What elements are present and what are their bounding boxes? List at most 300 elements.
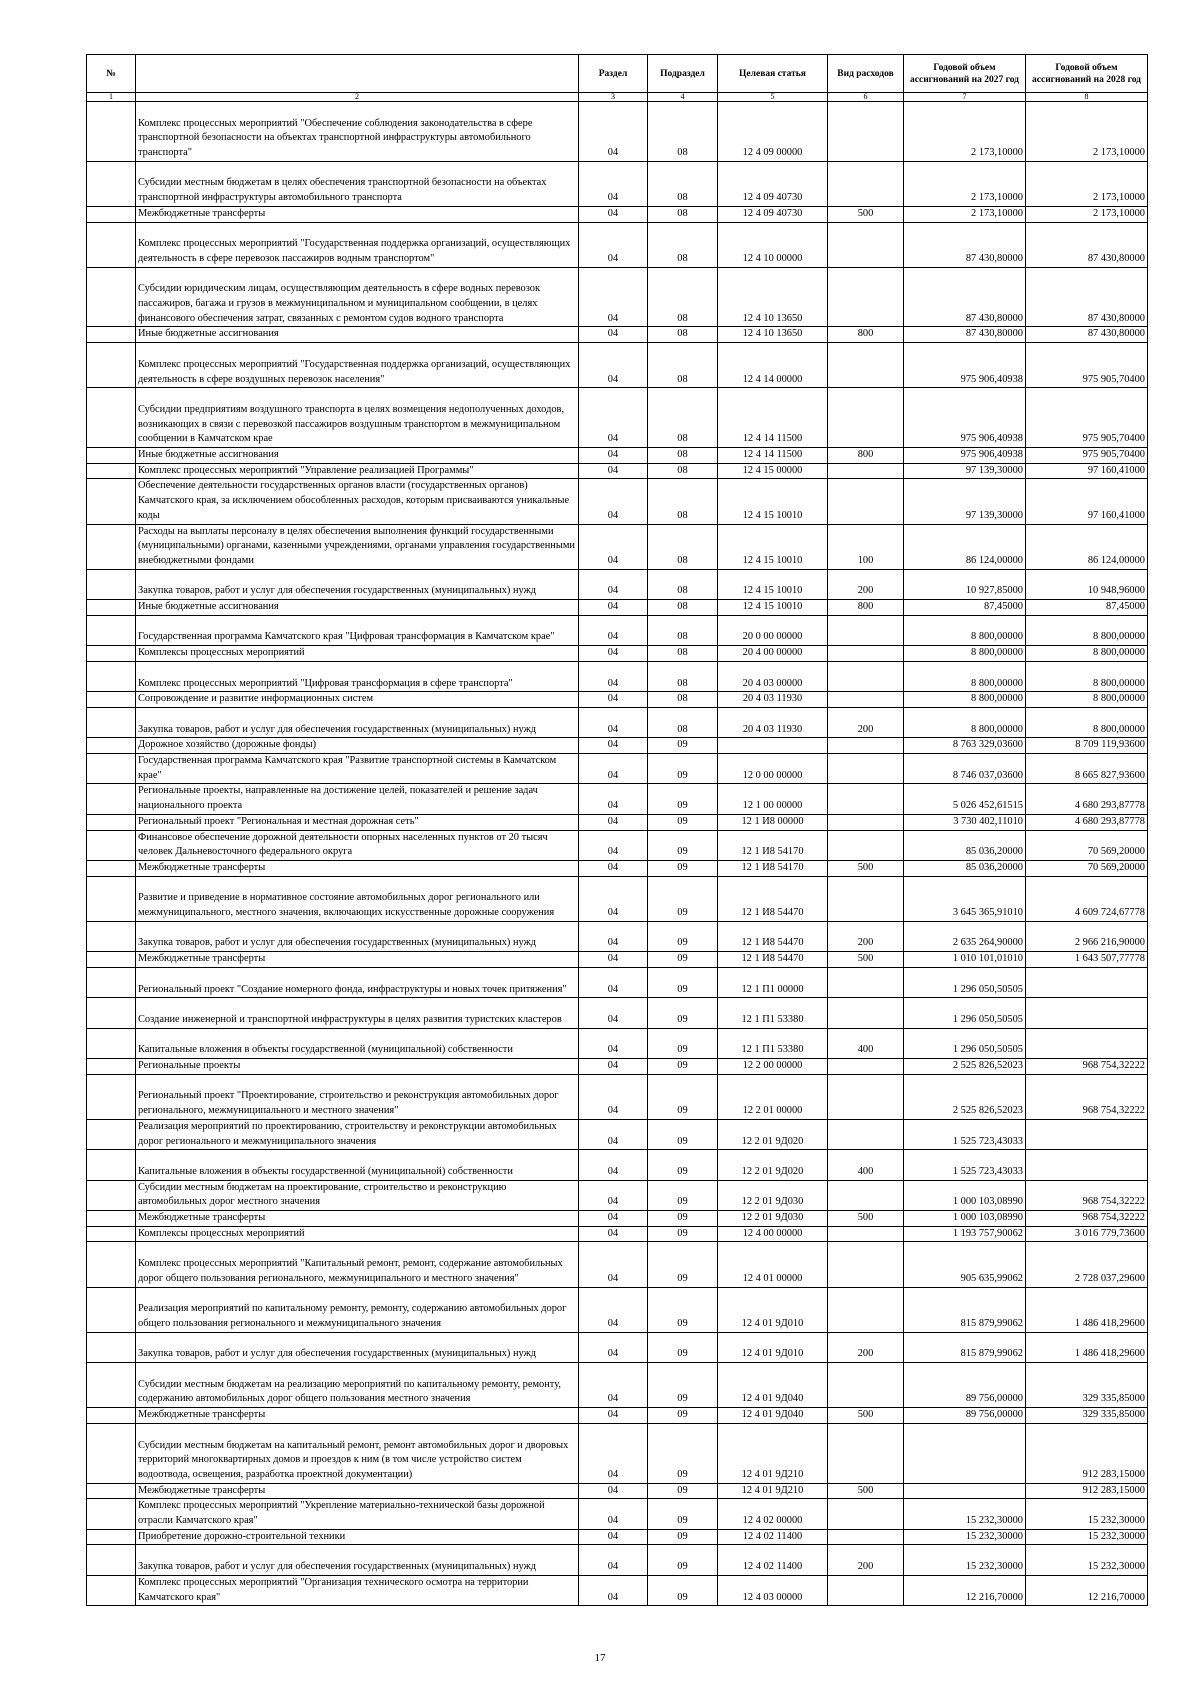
target-article-cell: 12 1 П1 00000 [718,967,828,997]
table-row [87,692,1148,708]
allocation-2027-cell: 97 139,30000 [904,463,1026,479]
row-number [87,388,136,448]
allocation-2028-cell [1026,1028,1148,1058]
row-name: Государственная программа Камчатского края "Цифровая трансформация в Камчатском крае" [136,615,579,645]
podrazdel-cell: 09 [648,784,718,814]
razdel-cell: 04 [579,692,648,708]
target-article-cell: 12 4 01 9Д010 [718,1332,828,1362]
allocation-2028-cell: 87,45000 [1026,600,1148,616]
target-article-cell: 12 4 01 9Д210 [718,1423,828,1483]
podrazdel-cell: 08 [648,222,718,267]
expense-type-cell: 500 [828,1483,904,1499]
expense-type-cell [828,1363,904,1408]
expense-type-cell: 800 [828,327,904,343]
row-name: Развитие и приведение в нормативное состояние автомобильных дорог регионального или межмуниципального, местного значения, включающих искусственные дорожные сооружения [136,876,579,921]
expense-type-cell [828,692,904,708]
razdel-cell: 04 [579,524,648,569]
row-name: Закупка товаров, работ и услуг для обеспечения государственных (муниципальных) нужд [136,1332,579,1362]
row-name: Расходы на выплаты персоналу в целях обеспечения выполнения функций государственными (муниципальными) органами, казенными учреждениями, органами управления государственными внебюджетными фондами [136,524,579,569]
target-article-cell: 12 4 10 00000 [718,222,828,267]
allocation-2028-cell: 2 173,10000 [1026,102,1148,162]
table-row [87,738,1148,754]
expense-type-cell: 200 [828,707,904,737]
header-target-article: Целевая статья [718,55,828,93]
allocation-2027-cell: 2 525 826,52023 [904,1074,1026,1119]
target-article-cell: 12 4 10 13650 [718,267,828,327]
razdel-cell: 04 [579,1545,648,1575]
allocation-2027-cell: 975 906,40938 [904,388,1026,448]
expense-type-cell [828,1529,904,1545]
row-name: Обеспечение деятельности государственных органов власти (государственных органов) Камчатского края, за исключением обособленных расходов, которым присваиваются уникальные коды [136,479,579,524]
podrazdel-cell: 08 [648,448,718,464]
expense-type-cell [828,1287,904,1332]
row-name: Закупка товаров, работ и услуг для обеспечения государственных (муниципальных) нужд [136,921,579,951]
podrazdel-cell: 08 [648,102,718,162]
table-row [87,388,1148,448]
expense-type-cell [828,1059,904,1075]
allocation-2028-cell: 968 754,32222 [1026,1074,1148,1119]
allocation-2028-cell: 97 160,41000 [1026,463,1148,479]
allocation-2027-cell [904,1483,1026,1499]
expense-type-cell [828,1074,904,1119]
allocation-2028-cell: 12 216,70000 [1026,1575,1148,1605]
podrazdel-cell: 09 [648,738,718,754]
razdel-cell: 04 [579,1180,648,1210]
row-number [87,1059,136,1075]
razdel-cell: 04 [579,707,648,737]
row-name: Государственная программа Камчатского края "Развитие транспортной системы в Камчатском крае" [136,754,579,784]
podrazdel-cell: 09 [648,921,718,951]
allocation-2027-cell: 2 173,10000 [904,102,1026,162]
header-name [136,55,579,93]
razdel-cell: 04 [579,102,648,162]
allocation-2028-cell: 15 232,30000 [1026,1545,1148,1575]
row-number [87,524,136,569]
table-row [87,967,1148,997]
podrazdel-cell: 09 [648,1483,718,1499]
allocation-2027-cell: 2 525 826,52023 [904,1059,1026,1075]
razdel-cell: 04 [579,1287,648,1332]
target-article-cell: 12 4 01 9Д010 [718,1287,828,1332]
expense-type-cell: 100 [828,524,904,569]
row-number [87,707,136,737]
allocation-2028-cell: 87 430,80000 [1026,267,1148,327]
row-name: Межбюджетные трансферты [136,206,579,222]
razdel-cell: 04 [579,1363,648,1408]
razdel-cell: 04 [579,1028,648,1058]
table-row [87,952,1148,968]
allocation-2027-cell: 2 635 264,90000 [904,921,1026,951]
budget-table [86,54,1148,1606]
row-number [87,998,136,1028]
expense-type-cell [828,814,904,830]
allocation-2027-cell: 87 430,80000 [904,327,1026,343]
allocation-2028-cell: 87 430,80000 [1026,327,1148,343]
row-number [87,692,136,708]
podrazdel-cell: 08 [648,661,718,691]
row-number [87,1211,136,1227]
table-row [87,1028,1148,1058]
row-number [87,1028,136,1058]
podrazdel-cell: 09 [648,1408,718,1424]
allocation-2028-cell: 4 609 724,67778 [1026,876,1148,921]
column-number: 7 [904,93,1026,102]
table-row [87,1575,1148,1605]
razdel-cell: 04 [579,161,648,206]
allocation-2027-cell: 905 635,99062 [904,1242,1026,1287]
allocation-2028-cell: 4 680 293,87778 [1026,784,1148,814]
podrazdel-cell: 08 [648,161,718,206]
expense-type-cell [828,830,904,860]
razdel-cell: 04 [579,569,648,599]
allocation-2027-cell: 87 430,80000 [904,222,1026,267]
expense-type-cell [828,1499,904,1529]
row-name: Региональный проект "Проектирование, строительство и реконструкция автомобильных дорог регионального, межмуниципального и местного значения" [136,1074,579,1119]
expense-type-cell: 800 [828,448,904,464]
allocation-2027-cell: 1 525 723,43033 [904,1150,1026,1180]
table-row [87,463,1148,479]
target-article-cell: 12 4 02 00000 [718,1499,828,1529]
expense-type-cell [828,967,904,997]
row-name: Комплекс процессных мероприятий "Государственная поддержка организаций, осуществляющих деятельность в сфере воздушных перевозок населения" [136,343,579,388]
row-name: Субсидии юридическим лицам, осуществляющим деятельность в сфере водных перевозок пассажиров, багажа и грузов в межмуниципальном и муниципальном сообщении, в целях финансового обеспечения затрат, связанных с ремонтом судов водного транспорта [136,267,579,327]
razdel-cell: 04 [579,479,648,524]
razdel-cell: 04 [579,388,648,448]
allocation-2028-cell: 968 754,32222 [1026,1059,1148,1075]
allocation-2027-cell: 1 010 101,01010 [904,952,1026,968]
expense-type-cell [828,754,904,784]
allocation-2028-cell: 8 800,00000 [1026,707,1148,737]
allocation-2027-cell: 87 430,80000 [904,267,1026,327]
expense-type-cell [828,646,904,662]
target-article-cell: 12 4 15 10010 [718,569,828,599]
razdel-cell: 04 [579,1408,648,1424]
table-row [87,1363,1148,1408]
allocation-2028-cell: 2 966 216,90000 [1026,921,1148,951]
podrazdel-cell: 09 [648,1074,718,1119]
podrazdel-cell: 09 [648,876,718,921]
row-number [87,463,136,479]
podrazdel-cell: 08 [648,646,718,662]
allocation-2028-cell [1026,998,1148,1028]
header-expense-type: Вид расходов [828,55,904,93]
podrazdel-cell: 09 [648,952,718,968]
expense-type-cell: 200 [828,569,904,599]
target-article-cell: 20 4 03 11930 [718,707,828,737]
allocation-2028-cell: 1 643 507,77778 [1026,952,1148,968]
razdel-cell: 04 [579,921,648,951]
allocation-2027-cell: 89 756,00000 [904,1363,1026,1408]
target-article-cell: 12 4 15 10010 [718,524,828,569]
row-name: Комплекс процессных мероприятий "Обеспечение соблюдения законодательства в сфере транспортной безопасности на объектах транспортной инфраструктуры автомобильного транспорта" [136,102,579,162]
row-number [87,448,136,464]
razdel-cell: 04 [579,1423,648,1483]
row-name: Субсидии местным бюджетам на проектирование, строительство и реконструкцию автомобильных дорог местного значения [136,1180,579,1210]
allocation-2028-cell: 8 800,00000 [1026,615,1148,645]
podrazdel-cell: 09 [648,1150,718,1180]
allocation-2027-cell: 8 800,00000 [904,692,1026,708]
allocation-2028-cell: 15 232,30000 [1026,1529,1148,1545]
target-article-cell: 12 4 15 00000 [718,463,828,479]
allocation-2028-cell: 8 800,00000 [1026,692,1148,708]
column-number: 1 [87,93,136,102]
row-name: Комплекс процессных мероприятий "Управление реализацией Программы" [136,463,579,479]
expense-type-cell [828,267,904,327]
row-name: Дорожное хозяйство (дорожные фонды) [136,738,579,754]
row-name: Комплексы процессных мероприятий [136,1226,579,1242]
razdel-cell: 04 [579,1483,648,1499]
table-row [87,524,1148,569]
target-article-cell: 12 4 01 9Д040 [718,1363,828,1408]
target-article-cell: 12 4 14 11500 [718,448,828,464]
target-article-cell: 12 4 10 13650 [718,327,828,343]
table-row [87,222,1148,267]
row-number [87,267,136,327]
allocation-2028-cell [1026,967,1148,997]
razdel-cell: 04 [579,448,648,464]
expense-type-cell [828,1180,904,1210]
razdel-cell: 04 [579,1529,648,1545]
razdel-cell: 04 [579,1059,648,1075]
allocation-2028-cell: 3 016 779,73600 [1026,1226,1148,1242]
row-name: Межбюджетные трансферты [136,952,579,968]
target-article-cell: 12 4 15 10010 [718,479,828,524]
razdel-cell: 04 [579,206,648,222]
target-article-cell: 12 2 01 9Д030 [718,1180,828,1210]
razdel-cell: 04 [579,615,648,645]
podrazdel-cell: 09 [648,1545,718,1575]
razdel-cell: 04 [579,998,648,1028]
razdel-cell: 04 [579,1119,648,1149]
row-name: Финансовое обеспечение дорожной деятельности опорных населенных пунктов от 20 тысяч человек Дальневосточного федерального округа [136,830,579,860]
allocation-2027-cell: 85 036,20000 [904,830,1026,860]
row-name: Закупка товаров, работ и услуг для обеспечения государственных (муниципальных) нужд [136,1545,579,1575]
allocation-2028-cell: 70 569,20000 [1026,830,1148,860]
row-number [87,754,136,784]
allocation-2027-cell: 10 927,85000 [904,569,1026,599]
target-article-cell: 12 2 01 9Д020 [718,1150,828,1180]
allocation-2027-cell: 975 906,40938 [904,343,1026,388]
expense-type-cell [828,998,904,1028]
column-number: 4 [648,93,718,102]
podrazdel-cell: 08 [648,707,718,737]
row-number [87,1226,136,1242]
row-name: Комплекс процессных мероприятий "Укрепление материально-технической базы дорожной отрасли Камчатского края" [136,1499,579,1529]
target-article-cell: 12 2 01 9Д030 [718,1211,828,1227]
page-number: 17 [594,1652,606,1664]
table-row [87,830,1148,860]
expense-type-cell: 500 [828,1408,904,1424]
expense-type-cell [828,463,904,479]
table-row [87,1499,1148,1529]
table-row [87,1119,1148,1149]
expense-type-cell: 500 [828,1211,904,1227]
row-name: Закупка товаров, работ и услуг для обеспечения государственных (муниципальных) нужд [136,707,579,737]
row-name: Капитальные вложения в объекты государственной (муниципальной) собственности [136,1150,579,1180]
allocation-2028-cell: 70 569,20000 [1026,861,1148,877]
table-row [87,1074,1148,1119]
razdel-cell: 04 [579,1150,648,1180]
row-number [87,661,136,691]
expense-type-cell [828,343,904,388]
target-article-cell: 12 4 09 00000 [718,102,828,162]
expense-type-cell [828,1226,904,1242]
allocation-2027-cell: 1 193 757,90062 [904,1226,1026,1242]
target-article-cell: 20 0 00 00000 [718,615,828,645]
table-row [87,206,1148,222]
table-row [87,1423,1148,1483]
table-row [87,921,1148,951]
podrazdel-cell: 08 [648,388,718,448]
table-row [87,1545,1148,1575]
podrazdel-cell: 09 [648,1028,718,1058]
row-name: Сопровождение и развитие информационных систем [136,692,579,708]
row-number [87,1529,136,1545]
expense-type-cell: 400 [828,1150,904,1180]
target-article-cell: 12 4 14 11500 [718,388,828,448]
target-article-cell: 12 4 09 40730 [718,206,828,222]
row-number [87,830,136,860]
table-row [87,161,1148,206]
allocation-2027-cell: 8 746 037,03600 [904,754,1026,784]
podrazdel-cell: 09 [648,814,718,830]
row-name: Субсидии местным бюджетам на капитальный ремонт, ремонт автомобильных дорог и дворовых территорий многоквартирных домов и проездов к ним (в том числе устройство систем водоотвода, освещения, разработка проектной документации) [136,1423,579,1483]
podrazdel-cell: 09 [648,967,718,997]
razdel-cell: 04 [579,1211,648,1227]
expense-type-cell [828,388,904,448]
header-allocation-2028: Годовой объем ассигнований на 2028 год [1026,55,1148,93]
table-row [87,1226,1148,1242]
expense-type-cell [828,161,904,206]
allocation-2028-cell: 975 905,70400 [1026,343,1148,388]
podrazdel-cell: 09 [648,861,718,877]
razdel-cell: 04 [579,343,648,388]
allocation-2028-cell: 912 283,15000 [1026,1423,1148,1483]
row-name: Региональный проект "Региональная и местная дорожная сеть" [136,814,579,830]
allocation-2027-cell: 86 124,00000 [904,524,1026,569]
allocation-2028-cell: 975 905,70400 [1026,448,1148,464]
razdel-cell: 04 [579,1332,648,1362]
allocation-2027-cell: 89 756,00000 [904,1408,1026,1424]
podrazdel-cell: 08 [648,479,718,524]
expense-type-cell [828,876,904,921]
row-name: Комплекс процессных мероприятий "Цифровая трансформация в сфере транспорта" [136,661,579,691]
table-row [87,1529,1148,1545]
podrazdel-cell: 09 [648,1059,718,1075]
expense-type-cell: 500 [828,206,904,222]
allocation-2028-cell: 975 905,70400 [1026,388,1148,448]
target-article-cell: 12 1 И8 54470 [718,952,828,968]
header-allocation-2027: Годовой объем ассигнований на 2027 год [904,55,1026,93]
podrazdel-cell: 09 [648,1529,718,1545]
podrazdel-cell: 09 [648,830,718,860]
podrazdel-cell: 08 [648,615,718,645]
allocation-2027-cell: 1 525 723,43033 [904,1119,1026,1149]
allocation-2028-cell: 87 430,80000 [1026,222,1148,267]
table-row [87,102,1148,162]
allocation-2027-cell: 15 232,30000 [904,1529,1026,1545]
table-row [87,1211,1148,1227]
header-podrazdel: Подраздел [648,55,718,93]
allocation-2028-cell: 912 283,15000 [1026,1483,1148,1499]
table-row [87,998,1148,1028]
table-row [87,1408,1148,1424]
allocation-2027-cell: 3 645 365,91010 [904,876,1026,921]
target-article-cell: 12 0 00 00000 [718,754,828,784]
row-number [87,1545,136,1575]
podrazdel-cell: 09 [648,1575,718,1605]
row-name: Межбюджетные трансферты [136,861,579,877]
row-number [87,102,136,162]
row-number [87,876,136,921]
allocation-2027-cell: 8 763 329,03600 [904,738,1026,754]
column-number: 8 [1026,93,1148,102]
allocation-2028-cell: 15 232,30000 [1026,1499,1148,1529]
target-article-cell: 20 4 03 00000 [718,661,828,691]
table-row [87,661,1148,691]
row-number [87,646,136,662]
row-number [87,1408,136,1424]
expense-type-cell: 500 [828,952,904,968]
target-article-cell: 20 4 00 00000 [718,646,828,662]
row-number [87,343,136,388]
table-row [87,327,1148,343]
allocation-2027-cell: 8 800,00000 [904,615,1026,645]
razdel-cell: 04 [579,830,648,860]
razdel-cell: 04 [579,1575,648,1605]
row-number [87,1119,136,1149]
razdel-cell: 04 [579,738,648,754]
table-row [87,1059,1148,1075]
table-row [87,1483,1148,1499]
podrazdel-cell: 09 [648,1363,718,1408]
target-article-cell: 12 4 01 9Д210 [718,1483,828,1499]
expense-type-cell: 400 [828,1028,904,1058]
row-name: Иные бюджетные ассигнования [136,327,579,343]
allocation-2028-cell: 97 160,41000 [1026,479,1148,524]
row-name: Реализация мероприятий по капитальному ремонту, ремонту, содержанию автомобильных дорог общего пользования регионального и межмуниципального значения [136,1287,579,1332]
table-row [87,646,1148,662]
row-number [87,327,136,343]
row-name: Межбюджетные трансферты [136,1483,579,1499]
allocation-2028-cell: 86 124,00000 [1026,524,1148,569]
target-article-cell: 12 4 09 40730 [718,161,828,206]
row-number [87,222,136,267]
allocation-2027-cell: 1 000 103,08990 [904,1180,1026,1210]
row-name: Региональный проект "Создание номерного фонда, инфраструктуры и новых точек притяжения" [136,967,579,997]
allocation-2027-cell: 1 296 050,50505 [904,1028,1026,1058]
allocation-2028-cell: 968 754,32222 [1026,1180,1148,1210]
allocation-2027-cell: 8 800,00000 [904,661,1026,691]
row-number [87,1074,136,1119]
row-name: Субсидии предприятиям воздушного транспорта в целях возмещения недополученных доходов, возникающих в связи с перевозкой пассажиров воздушным транспортом в межмуниципальном сообщении в Камчатском крае [136,388,579,448]
row-name: Комплекс процессных мероприятий "Организация технического осмотра на территории Камчатского края" [136,1575,579,1605]
target-article-cell: 20 4 03 11930 [718,692,828,708]
razdel-cell: 04 [579,222,648,267]
razdel-cell: 04 [579,1226,648,1242]
podrazdel-cell: 08 [648,600,718,616]
header-row [87,55,1148,93]
allocation-2028-cell: 4 680 293,87778 [1026,814,1148,830]
razdel-cell: 04 [579,967,648,997]
row-name: Комплексы процессных мероприятий [136,646,579,662]
row-number [87,784,136,814]
row-number [87,1242,136,1287]
podrazdel-cell: 09 [648,1287,718,1332]
table-row [87,707,1148,737]
table-row [87,569,1148,599]
row-name: Субсидии местным бюджетам в целях обеспечения транспортной безопасности на объектах транспортной инфраструктуры автомобильного транспорта [136,161,579,206]
